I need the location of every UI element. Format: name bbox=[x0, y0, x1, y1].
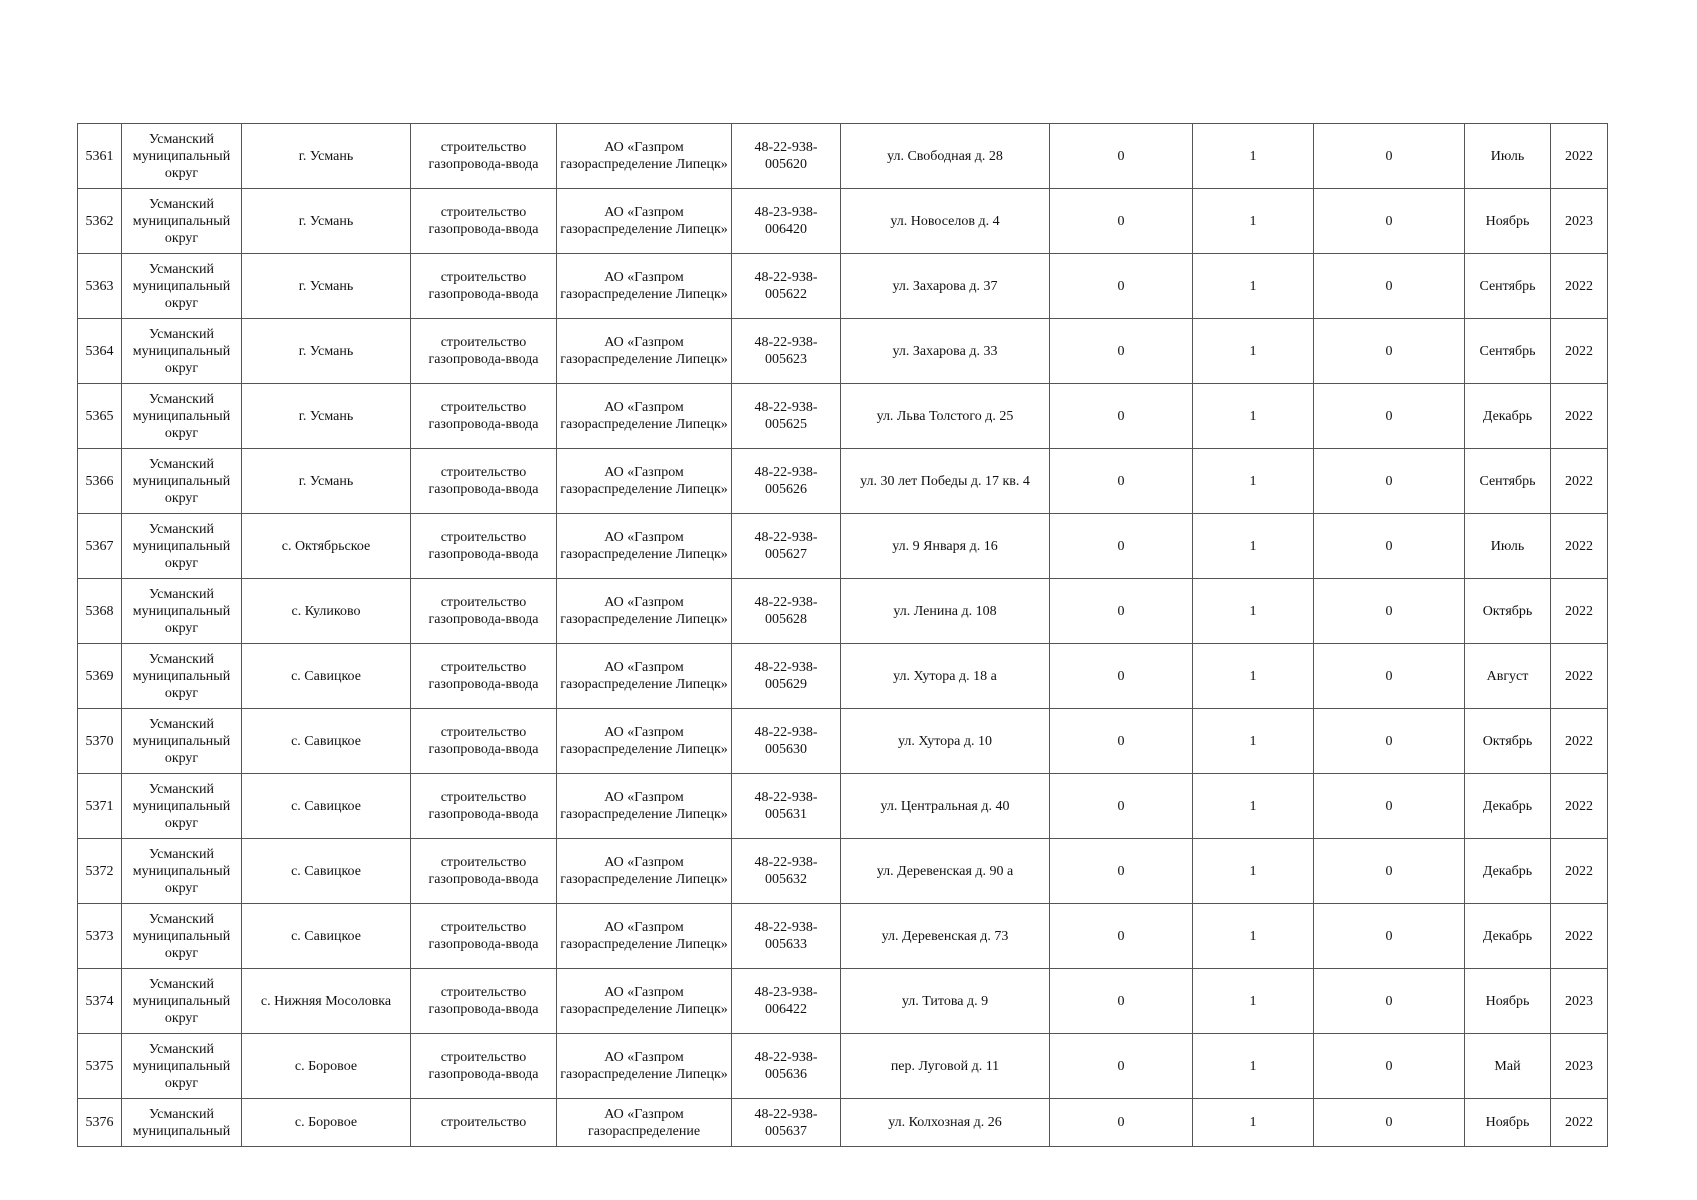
object-code-cell: 48-22-938-005636 bbox=[732, 1034, 841, 1099]
count-cell-1: 0 bbox=[1050, 904, 1193, 969]
table-row bbox=[78, 1099, 1608, 1147]
row-number: 5361 bbox=[78, 124, 122, 189]
month-cell: Ноябрь bbox=[1465, 1099, 1551, 1147]
month-cell: Сентябрь bbox=[1465, 319, 1551, 384]
object-code-cell: 48-22-938-005632 bbox=[732, 839, 841, 904]
count-cell-2: 1 bbox=[1193, 579, 1314, 644]
month-cell: Август bbox=[1465, 644, 1551, 709]
district-cell: Усманский муниципальный округ bbox=[122, 709, 242, 774]
address-cell: ул. Деревенская д. 73 bbox=[841, 904, 1050, 969]
locality-cell: с. Савицкое bbox=[242, 774, 411, 839]
count-cell-1: 0 bbox=[1050, 709, 1193, 774]
row-number: 5365 bbox=[78, 384, 122, 449]
month-cell: Ноябрь bbox=[1465, 969, 1551, 1034]
address-cell: пер. Луговой д. 11 bbox=[841, 1034, 1050, 1099]
month-cell: Октябрь bbox=[1465, 709, 1551, 774]
month-cell: Июль bbox=[1465, 514, 1551, 579]
address-cell: ул. Захарова д. 37 bbox=[841, 254, 1050, 319]
year-cell: 2022 bbox=[1551, 319, 1608, 384]
locality-cell: г. Усмань bbox=[242, 124, 411, 189]
table-row bbox=[78, 254, 1608, 319]
locality-cell: с. Савицкое bbox=[242, 644, 411, 709]
count-cell-3: 0 bbox=[1314, 839, 1465, 904]
year-cell: 2023 bbox=[1551, 1034, 1608, 1099]
month-cell: Декабрь bbox=[1465, 904, 1551, 969]
count-cell-1: 0 bbox=[1050, 839, 1193, 904]
locality-cell: г. Усмань bbox=[242, 189, 411, 254]
count-cell-1: 0 bbox=[1050, 254, 1193, 319]
table-body bbox=[78, 124, 1608, 1147]
count-cell-2: 1 bbox=[1193, 839, 1314, 904]
count-cell-1: 0 bbox=[1050, 644, 1193, 709]
count-cell-3: 0 bbox=[1314, 904, 1465, 969]
work-type-cell: строительство газопровода-ввода bbox=[411, 514, 557, 579]
work-type-cell: строительство газопровода-ввода bbox=[411, 774, 557, 839]
year-cell: 2022 bbox=[1551, 514, 1608, 579]
locality-cell: г. Усмань bbox=[242, 319, 411, 384]
locality-cell: с. Октябрьское bbox=[242, 514, 411, 579]
object-code-cell: 48-22-938-005630 bbox=[732, 709, 841, 774]
object-code-cell: 48-22-938-005627 bbox=[732, 514, 841, 579]
organization-cell: АО «Газпром газораспределение bbox=[557, 1099, 732, 1147]
work-type-cell: строительство газопровода-ввода bbox=[411, 644, 557, 709]
locality-cell: г. Усмань bbox=[242, 384, 411, 449]
object-code-cell: 48-22-938-005631 bbox=[732, 774, 841, 839]
month-cell: Сентябрь bbox=[1465, 254, 1551, 319]
count-cell-3: 0 bbox=[1314, 579, 1465, 644]
address-cell: ул. 9 Января д. 16 bbox=[841, 514, 1050, 579]
table-row bbox=[78, 1034, 1608, 1099]
count-cell-3: 0 bbox=[1314, 514, 1465, 579]
count-cell-3: 0 bbox=[1314, 319, 1465, 384]
district-cell: Усманский муниципальный округ bbox=[122, 254, 242, 319]
year-cell: 2022 bbox=[1551, 709, 1608, 774]
object-code-cell: 48-22-938-005626 bbox=[732, 449, 841, 514]
count-cell-2: 1 bbox=[1193, 514, 1314, 579]
table-row bbox=[78, 384, 1608, 449]
district-cell: Усманский муниципальный округ bbox=[122, 124, 242, 189]
table-row bbox=[78, 319, 1608, 384]
organization-cell: АО «Газпром газораспределение Липецк» bbox=[557, 774, 732, 839]
count-cell-3: 0 bbox=[1314, 709, 1465, 774]
year-cell: 2022 bbox=[1551, 904, 1608, 969]
year-cell: 2022 bbox=[1551, 774, 1608, 839]
row-number: 5374 bbox=[78, 969, 122, 1034]
district-cell: Усманский муниципальный округ bbox=[122, 189, 242, 254]
district-cell: Усманский муниципальный округ bbox=[122, 774, 242, 839]
count-cell-3: 0 bbox=[1314, 449, 1465, 514]
work-type-cell: строительство газопровода-ввода bbox=[411, 384, 557, 449]
count-cell-2: 1 bbox=[1193, 449, 1314, 514]
count-cell-2: 1 bbox=[1193, 1034, 1314, 1099]
work-type-cell: строительство газопровода-ввода bbox=[411, 189, 557, 254]
count-cell-3: 0 bbox=[1314, 1034, 1465, 1099]
object-code-cell: 48-23-938-006422 bbox=[732, 969, 841, 1034]
row-number: 5367 bbox=[78, 514, 122, 579]
count-cell-2: 1 bbox=[1193, 254, 1314, 319]
object-code-cell: 48-22-938-005628 bbox=[732, 579, 841, 644]
count-cell-3: 0 bbox=[1314, 969, 1465, 1034]
district-cell: Усманский муниципальный округ bbox=[122, 969, 242, 1034]
document-page bbox=[77, 123, 1608, 1147]
object-code-cell: 48-23-938-006420 bbox=[732, 189, 841, 254]
locality-cell: с. Савицкое bbox=[242, 839, 411, 904]
locality-cell: с. Боровое bbox=[242, 1099, 411, 1147]
work-type-cell: строительство газопровода-ввода bbox=[411, 904, 557, 969]
organization-cell: АО «Газпром газораспределение Липецк» bbox=[557, 969, 732, 1034]
gasification-table bbox=[77, 123, 1608, 1147]
object-code-cell: 48-22-938-005629 bbox=[732, 644, 841, 709]
district-cell: Усманский муниципальный округ bbox=[122, 644, 242, 709]
count-cell-3: 0 bbox=[1314, 124, 1465, 189]
address-cell: ул. Хутора д. 10 bbox=[841, 709, 1050, 774]
count-cell-2: 1 bbox=[1193, 319, 1314, 384]
table-row bbox=[78, 969, 1608, 1034]
count-cell-1: 0 bbox=[1050, 969, 1193, 1034]
address-cell: ул. Новоселов д. 4 bbox=[841, 189, 1050, 254]
work-type-cell: строительство газопровода-ввода bbox=[411, 449, 557, 514]
row-number: 5375 bbox=[78, 1034, 122, 1099]
table-row bbox=[78, 449, 1608, 514]
work-type-cell: строительство bbox=[411, 1099, 557, 1147]
month-cell: Декабрь bbox=[1465, 384, 1551, 449]
count-cell-1: 0 bbox=[1050, 449, 1193, 514]
table-row bbox=[78, 904, 1608, 969]
year-cell: 2022 bbox=[1551, 1099, 1608, 1147]
address-cell: ул. Льва Толстого д. 25 bbox=[841, 384, 1050, 449]
organization-cell: АО «Газпром газораспределение Липецк» bbox=[557, 709, 732, 774]
table-row bbox=[78, 124, 1608, 189]
year-cell: 2023 bbox=[1551, 189, 1608, 254]
locality-cell: с. Куликово bbox=[242, 579, 411, 644]
row-number: 5376 bbox=[78, 1099, 122, 1147]
address-cell: ул. Титова д. 9 bbox=[841, 969, 1050, 1034]
district-cell: Усманский муниципальный округ bbox=[122, 579, 242, 644]
count-cell-3: 0 bbox=[1314, 254, 1465, 319]
year-cell: 2022 bbox=[1551, 579, 1608, 644]
work-type-cell: строительство газопровода-ввода bbox=[411, 579, 557, 644]
row-number: 5362 bbox=[78, 189, 122, 254]
year-cell: 2022 bbox=[1551, 644, 1608, 709]
count-cell-2: 1 bbox=[1193, 644, 1314, 709]
table-row bbox=[78, 774, 1608, 839]
work-type-cell: строительство газопровода-ввода bbox=[411, 709, 557, 774]
district-cell: Усманский муниципальный округ bbox=[122, 904, 242, 969]
locality-cell: с. Боровое bbox=[242, 1034, 411, 1099]
address-cell: ул. Центральная д. 40 bbox=[841, 774, 1050, 839]
count-cell-1: 0 bbox=[1050, 384, 1193, 449]
district-cell: Усманский муниципальный округ bbox=[122, 1034, 242, 1099]
table-row bbox=[78, 579, 1608, 644]
district-cell: Усманский муниципальный округ bbox=[122, 384, 242, 449]
count-cell-3: 0 bbox=[1314, 774, 1465, 839]
work-type-cell: строительство газопровода-ввода bbox=[411, 124, 557, 189]
address-cell: ул. Захарова д. 33 bbox=[841, 319, 1050, 384]
object-code-cell: 48-22-938-005625 bbox=[732, 384, 841, 449]
organization-cell: АО «Газпром газораспределение Липецк» bbox=[557, 579, 732, 644]
count-cell-3: 0 bbox=[1314, 384, 1465, 449]
row-number: 5373 bbox=[78, 904, 122, 969]
row-number: 5370 bbox=[78, 709, 122, 774]
table-row bbox=[78, 644, 1608, 709]
object-code-cell: 48-22-938-005637 bbox=[732, 1099, 841, 1147]
month-cell: Сентябрь bbox=[1465, 449, 1551, 514]
locality-cell: с. Савицкое bbox=[242, 709, 411, 774]
object-code-cell: 48-22-938-005622 bbox=[732, 254, 841, 319]
count-cell-1: 0 bbox=[1050, 319, 1193, 384]
year-cell: 2022 bbox=[1551, 384, 1608, 449]
month-cell: Декабрь bbox=[1465, 774, 1551, 839]
district-cell: Усманский муниципальный округ bbox=[122, 449, 242, 514]
work-type-cell: строительство газопровода-ввода bbox=[411, 319, 557, 384]
month-cell: Декабрь bbox=[1465, 839, 1551, 904]
organization-cell: АО «Газпром газораспределение Липецк» bbox=[557, 904, 732, 969]
organization-cell: АО «Газпром газораспределение Липецк» bbox=[557, 319, 732, 384]
count-cell-1: 0 bbox=[1050, 579, 1193, 644]
year-cell: 2022 bbox=[1551, 839, 1608, 904]
row-number: 5371 bbox=[78, 774, 122, 839]
month-cell: Май bbox=[1465, 1034, 1551, 1099]
table-row bbox=[78, 514, 1608, 579]
organization-cell: АО «Газпром газораспределение Липецк» bbox=[557, 644, 732, 709]
organization-cell: АО «Газпром газораспределение Липецк» bbox=[557, 254, 732, 319]
organization-cell: АО «Газпром газораспределение Липецк» bbox=[557, 449, 732, 514]
object-code-cell: 48-22-938-005620 bbox=[732, 124, 841, 189]
object-code-cell: 48-22-938-005623 bbox=[732, 319, 841, 384]
count-cell-2: 1 bbox=[1193, 969, 1314, 1034]
count-cell-3: 0 bbox=[1314, 189, 1465, 254]
district-cell: Усманский муниципальный округ bbox=[122, 839, 242, 904]
organization-cell: АО «Газпром газораспределение Липецк» bbox=[557, 189, 732, 254]
month-cell: Октябрь bbox=[1465, 579, 1551, 644]
count-cell-1: 0 bbox=[1050, 1099, 1193, 1147]
count-cell-1: 0 bbox=[1050, 1034, 1193, 1099]
row-number: 5364 bbox=[78, 319, 122, 384]
address-cell: ул. Деревенская д. 90 а bbox=[841, 839, 1050, 904]
row-number: 5363 bbox=[78, 254, 122, 319]
count-cell-2: 1 bbox=[1193, 1099, 1314, 1147]
count-cell-2: 1 bbox=[1193, 189, 1314, 254]
organization-cell: АО «Газпром газораспределение Липецк» bbox=[557, 839, 732, 904]
work-type-cell: строительство газопровода-ввода bbox=[411, 969, 557, 1034]
table-row bbox=[78, 709, 1608, 774]
count-cell-1: 0 bbox=[1050, 774, 1193, 839]
district-cell: Усманский муниципальный округ bbox=[122, 514, 242, 579]
row-number: 5368 bbox=[78, 579, 122, 644]
address-cell: ул. Свободная д. 28 bbox=[841, 124, 1050, 189]
locality-cell: г. Усмань bbox=[242, 449, 411, 514]
organization-cell: АО «Газпром газораспределение Липецк» bbox=[557, 384, 732, 449]
row-number: 5366 bbox=[78, 449, 122, 514]
locality-cell: с. Нижняя Мосоловка bbox=[242, 969, 411, 1034]
organization-cell: АО «Газпром газораспределение Липецк» bbox=[557, 514, 732, 579]
organization-cell: АО «Газпром газораспределение Липецк» bbox=[557, 1034, 732, 1099]
locality-cell: с. Савицкое bbox=[242, 904, 411, 969]
year-cell: 2022 bbox=[1551, 449, 1608, 514]
table-row bbox=[78, 839, 1608, 904]
organization-cell: АО «Газпром газораспределение Липецк» bbox=[557, 124, 732, 189]
district-cell: Усманский муниципальный bbox=[122, 1099, 242, 1147]
count-cell-2: 1 bbox=[1193, 774, 1314, 839]
row-number: 5369 bbox=[78, 644, 122, 709]
table-row bbox=[78, 189, 1608, 254]
address-cell: ул. Ленина д. 108 bbox=[841, 579, 1050, 644]
month-cell: Ноябрь bbox=[1465, 189, 1551, 254]
month-cell: Июль bbox=[1465, 124, 1551, 189]
count-cell-1: 0 bbox=[1050, 124, 1193, 189]
count-cell-1: 0 bbox=[1050, 514, 1193, 579]
row-number: 5372 bbox=[78, 839, 122, 904]
count-cell-2: 1 bbox=[1193, 904, 1314, 969]
object-code-cell: 48-22-938-005633 bbox=[732, 904, 841, 969]
count-cell-2: 1 bbox=[1193, 124, 1314, 189]
year-cell: 2022 bbox=[1551, 254, 1608, 319]
address-cell: ул. Колхозная д. 26 bbox=[841, 1099, 1050, 1147]
locality-cell: г. Усмань bbox=[242, 254, 411, 319]
address-cell: ул. Хутора д. 18 а bbox=[841, 644, 1050, 709]
work-type-cell: строительство газопровода-ввода bbox=[411, 1034, 557, 1099]
count-cell-2: 1 bbox=[1193, 709, 1314, 774]
count-cell-3: 0 bbox=[1314, 644, 1465, 709]
count-cell-3: 0 bbox=[1314, 1099, 1465, 1147]
year-cell: 2022 bbox=[1551, 124, 1608, 189]
work-type-cell: строительство газопровода-ввода bbox=[411, 254, 557, 319]
address-cell: ул. 30 лет Победы д. 17 кв. 4 bbox=[841, 449, 1050, 514]
work-type-cell: строительство газопровода-ввода bbox=[411, 839, 557, 904]
count-cell-2: 1 bbox=[1193, 384, 1314, 449]
year-cell: 2023 bbox=[1551, 969, 1608, 1034]
count-cell-1: 0 bbox=[1050, 189, 1193, 254]
district-cell: Усманский муниципальный округ bbox=[122, 319, 242, 384]
